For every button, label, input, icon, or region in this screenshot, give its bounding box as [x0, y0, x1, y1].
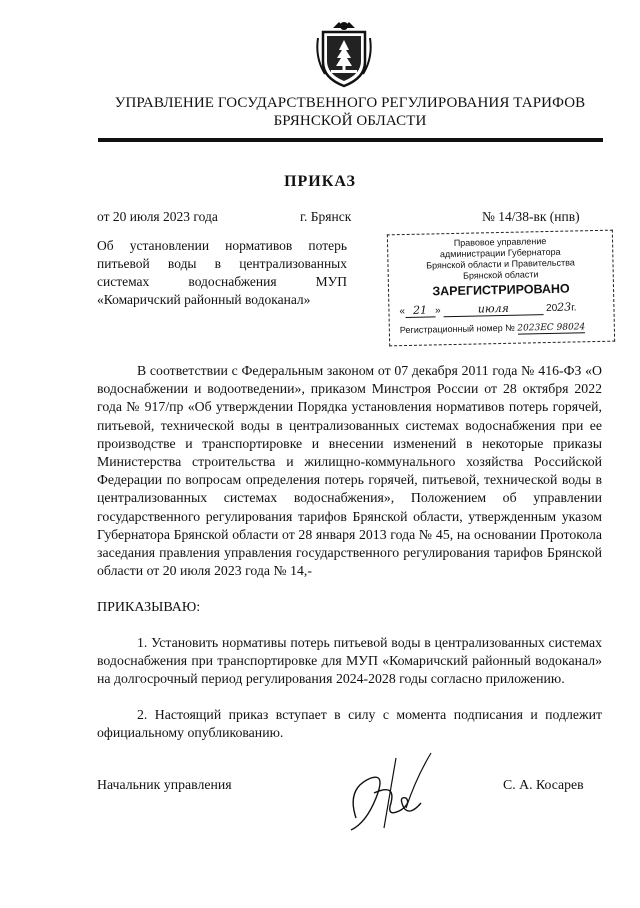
document-subject	[97, 237, 347, 309]
stamp-line: Правовое управление	[453, 236, 547, 248]
stamp-day: 21	[405, 303, 435, 318]
stamp-month: июля	[443, 301, 543, 317]
coat-of-arms-emblem	[315, 18, 373, 90]
stamp-year-unit: г.	[571, 302, 577, 314]
stamp-reg-number: 2023ЕС 98024	[517, 322, 586, 334]
decree-word: ПРИКАЗЫВАЮ:	[97, 600, 201, 615]
document-number: № 14/38-вк (нпв)	[482, 209, 580, 224]
stamp-line: администрации Губернатора	[439, 246, 561, 260]
order-item-text: 1. Установить нормативы потерь питьевой воды в централизованных системах водоснабжения при транспортировке для МУП «Комаричский районный водоканал» на долгосрочный период регулирования 2024-2028 годы согласно приложению.	[97, 635, 602, 687]
preamble-text: В соответствии с Федеральным законом от 07 декабря 2011 года № 416-ФЗ «О водоснабжении и водоотведении», приказом Минстроя России от 28 октября 2022 года № 917/пр «Об утверждении Порядка установления нормативов потерь горячей, питьевой, технической воды в централизованных системах водоснабжения при ее производстве и транспортировке и внесении изменений в некоторые приказы Министерства строительства и жилищно-коммунального хозяйства Российской Федерации по вопросам определения потерь горячей, питьевой, технической воды в централизованных системах водоснабжения», Положением об управлении государственного регулирования тарифов Брянской области, утвержденным указом Губернатора Брянской области от 28 января 2013 года № 45, на основании Протокола заседания правления управления государственного регулирования тарифов Брянской области от 20 июля 2023 года № 14,-	[97, 363, 602, 579]
stamp-reg-label: Регистрационный номер №	[399, 322, 515, 336]
organization-name-line2: БРЯНСКОЙ ОБЛАСТИ	[273, 113, 427, 129]
registration-stamp	[387, 230, 615, 347]
stamp-year-prefix: 20	[546, 302, 558, 315]
document-title: ПРИКАЗ	[284, 173, 356, 190]
order-item-2	[97, 706, 602, 742]
handwritten-signature	[336, 748, 446, 838]
signatory-position: Начальник управления	[97, 777, 232, 792]
stamp-date: « 21 » июля 2023г.	[399, 300, 577, 318]
subject-line: питьевой воды в централизованных	[97, 256, 347, 271]
order-item-1	[97, 634, 602, 689]
stamp-line: Брянской области	[462, 269, 539, 281]
order-item-text: 2. Настоящий приказ вступает в силу с момента подписания и подлежит официальному опубликованию.	[97, 707, 602, 741]
signatory-name: С. А. Косарев	[503, 777, 584, 792]
document-date: от 20 июля 2023 года	[97, 209, 218, 224]
stamp-year-suffix: 23	[557, 300, 572, 314]
header-divider	[98, 138, 603, 142]
subject-line: «Комаричский районный водоканал»	[97, 292, 311, 307]
subject-line: Об установлении нормативов потерь	[97, 238, 347, 253]
stamp-line: Брянской области и Правительства	[426, 257, 575, 271]
subject-line: системах водоснабжения МУП	[97, 274, 347, 289]
preamble-paragraph	[97, 362, 602, 580]
organization-name-line1: УПРАВЛЕНИЕ ГОСУДАРСТВЕННОГО РЕГУЛИРОВАНИЯ ТАРИФОВ	[114, 95, 586, 111]
stamp-reg-number-row	[400, 321, 610, 336]
stamp-registered-label: ЗАРЕГИСТРИРОВАНО	[432, 281, 570, 299]
document-city: г. Брянск	[300, 209, 352, 224]
